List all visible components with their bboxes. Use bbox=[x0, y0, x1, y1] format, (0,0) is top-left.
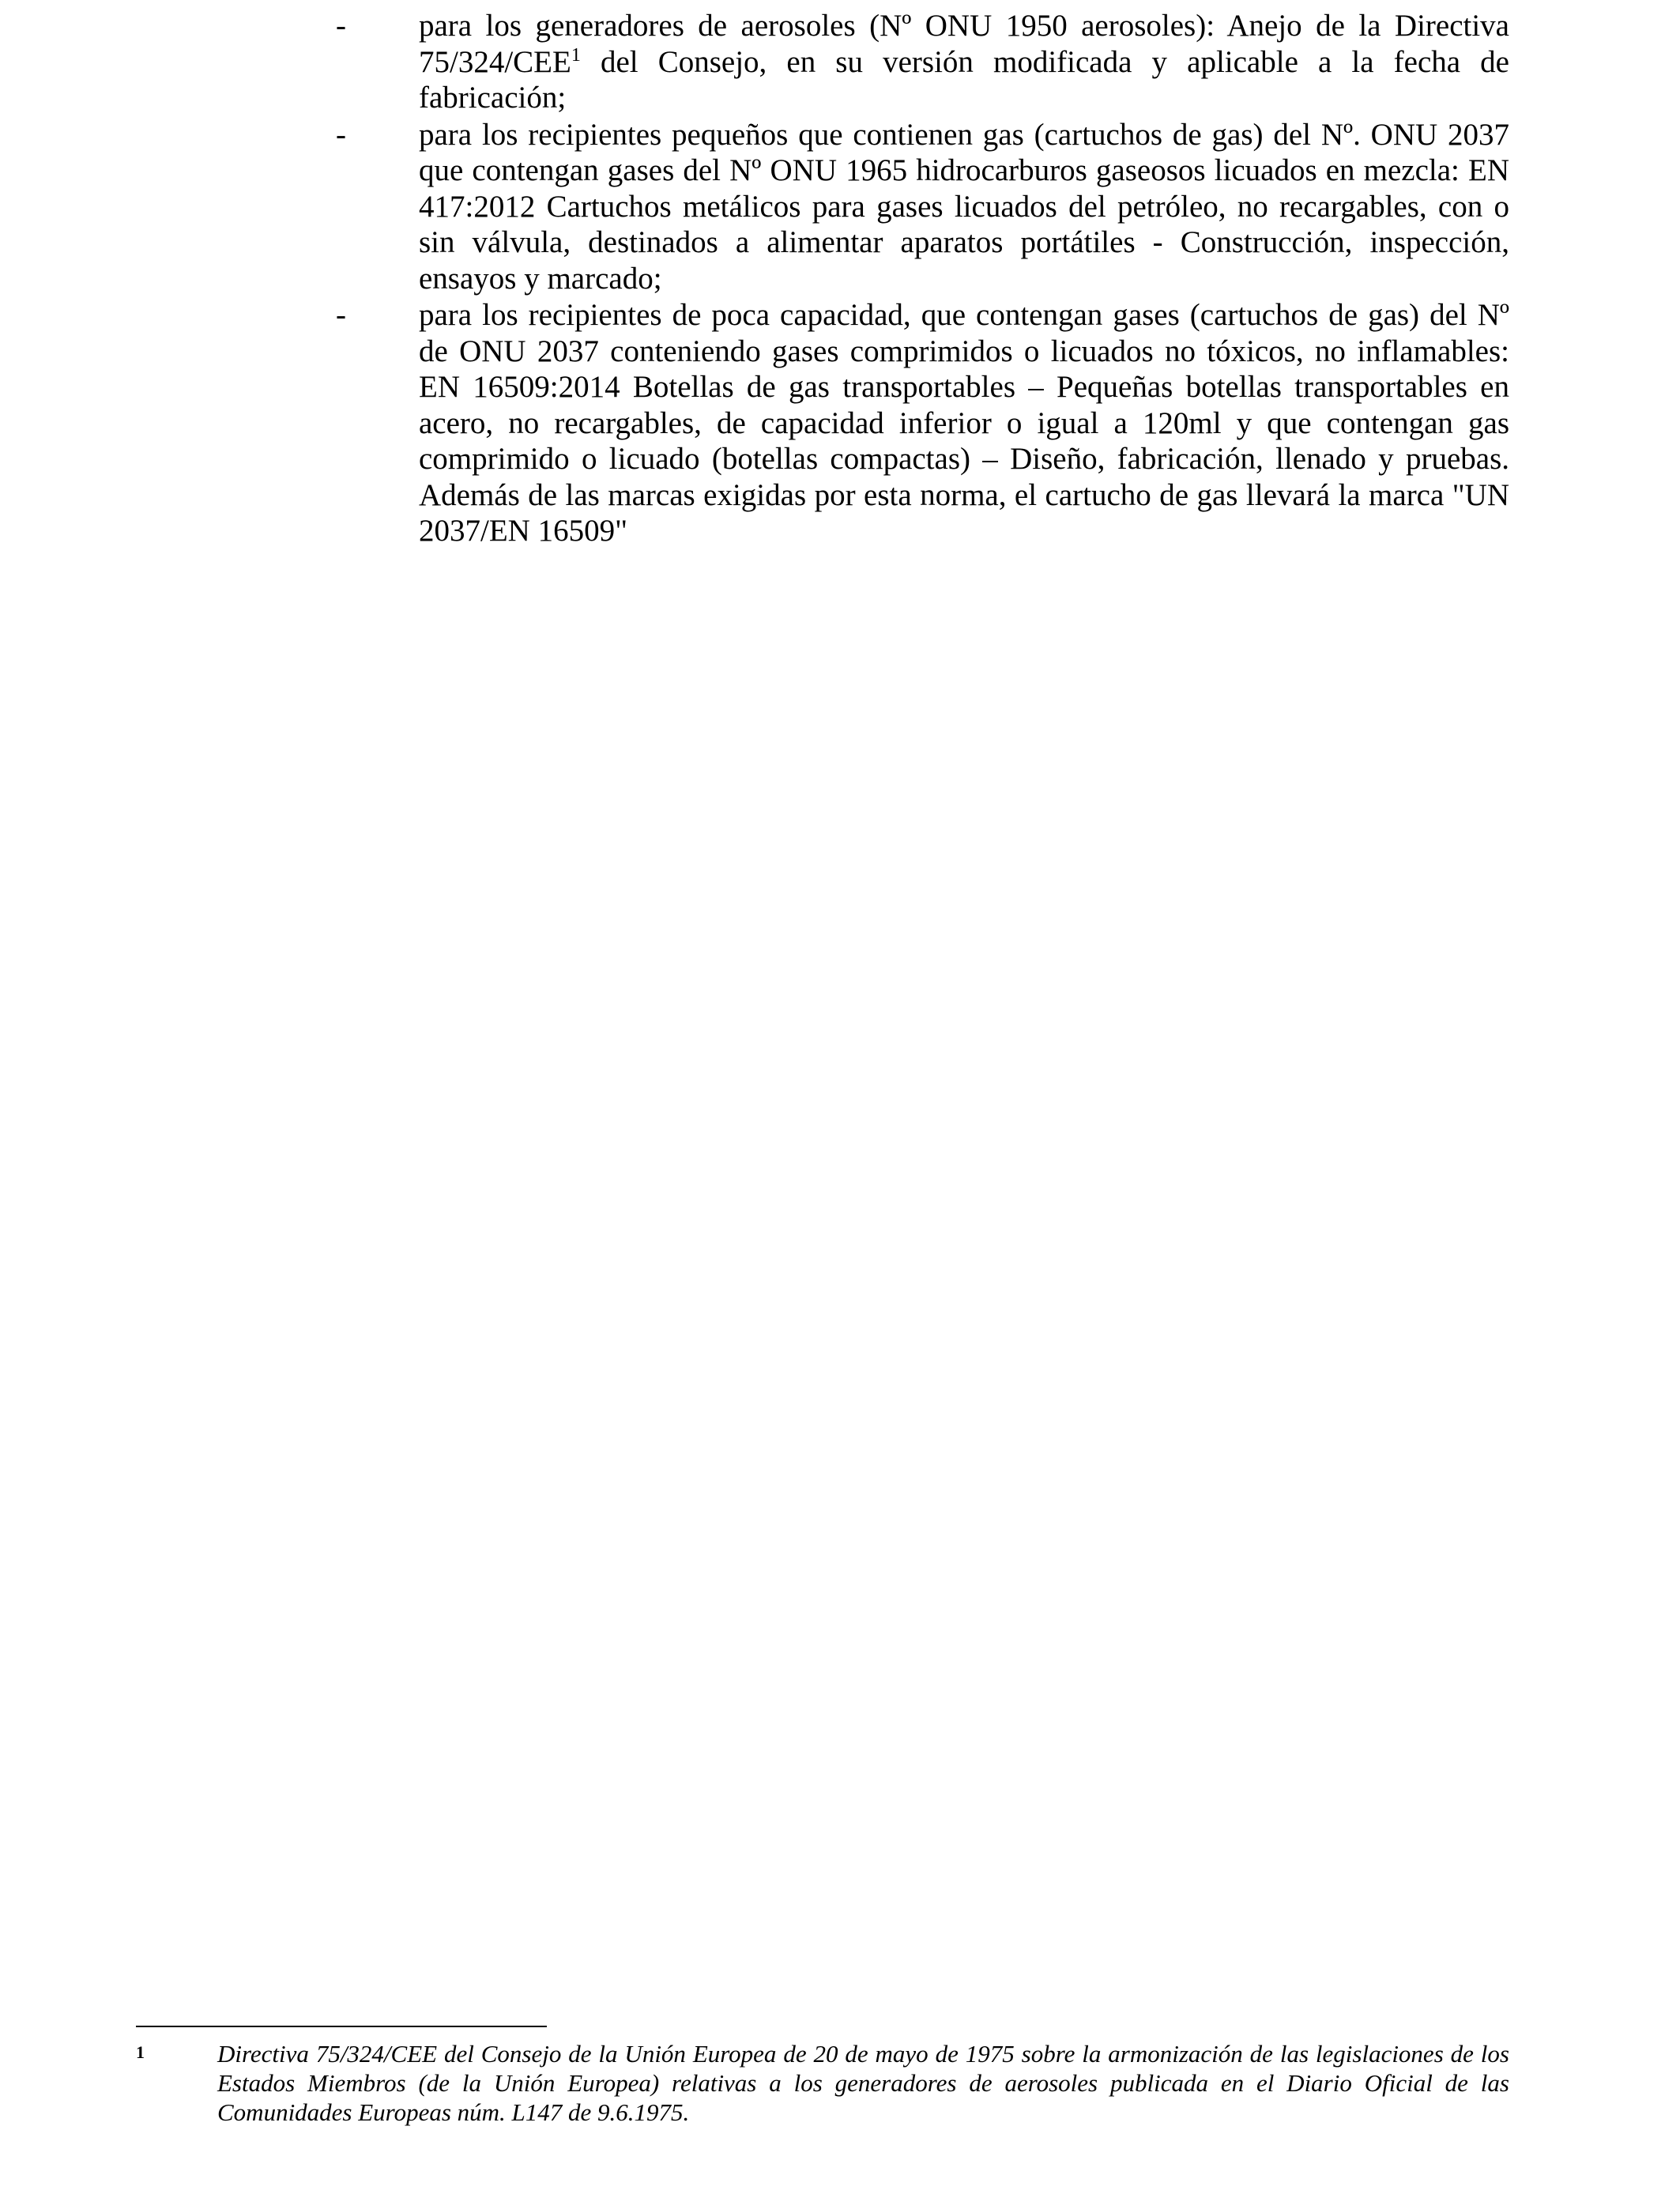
list-item-text bbox=[419, 8, 1509, 116]
bullet-marker: - bbox=[336, 298, 346, 332]
footnote bbox=[136, 2039, 1509, 2127]
list-item-text-after-ref: del Consejo, en su versión modificada y aplicable a la fecha de fabricación; bbox=[419, 44, 1509, 115]
footnote-text: Directiva 75/324/CEE del Consejo de la Unión Europea de 20 de mayo de 1975 sobre la armonización de las legislaciones de los Estados Miembros (de la Unión Europea) relativas a los generadores de aerosoles publicada en el Diario Oficial de las Comunidades Europeas núm. L147 de 9.6.1975. bbox=[217, 2040, 1509, 2126]
list-item-text-before-ref: para los generadores de aerosoles (Nº ONU 1950 aerosoles): Anejo de la Directiva 75/324/CEE bbox=[419, 9, 1509, 79]
bullet-marker: - bbox=[336, 9, 346, 43]
bullet-list bbox=[332, 8, 1509, 550]
list-item-text: para los recipientes pequeños que contienen gas (cartuchos de gas) del Nº. ONU 2037 que contengan gases del Nº ONU 1965 hidrocarburos gaseosos licuados en mezcla: EN 417:2012 Cartuchos metálicos para gases licuados del petróleo, no recargables, con o sin válvula, destinados a alimentar aparatos portátiles - Construcción, inspección, ensayos y marcado; bbox=[419, 117, 1509, 296]
footnote-reference[interactable]: 1 bbox=[571, 44, 581, 66]
footnote-number: 1 bbox=[136, 2042, 145, 2062]
list-item-aerosoles bbox=[332, 8, 1509, 116]
list-item-cartuchos-en16509 bbox=[332, 297, 1509, 549]
list-item-text: para los recipientes de poca capacidad, que contengan gases (cartuchos de gas) del Nº de ONU 2037 conteniendo gases comprimidos o licuados no tóxicos, no inflamables: EN 16509:2014 Botellas de gas transportables – Pequeñas botellas transportables en acero, no recargables, de capacidad inferior o igual a 120ml y que contengan gas comprimido o licuado (botellas compactas) – Diseño, fabricación, llenado y pruebas. Además de las marcas exigidas por esta norma, el cartucho de gas llevará la marca "UN 2037/EN 16509" bbox=[419, 298, 1509, 548]
bullet-marker: - bbox=[336, 117, 346, 152]
footnote-separator bbox=[136, 2026, 547, 2027]
list-item-cartuchos-en417 bbox=[332, 117, 1509, 297]
